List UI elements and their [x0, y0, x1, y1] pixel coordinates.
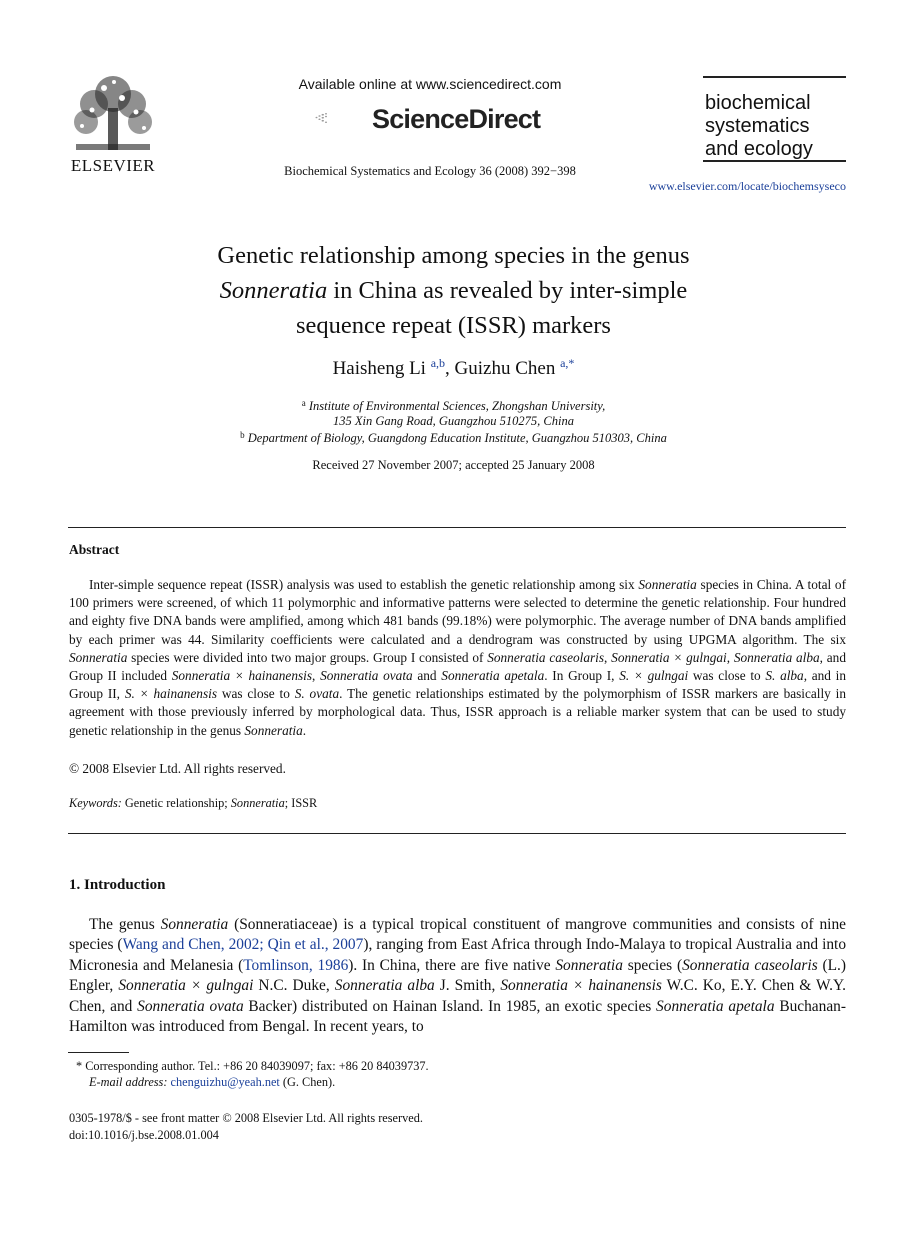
email-note: [89, 1075, 335, 1090]
title-line: [120, 273, 787, 308]
author-affiliation-link[interactable]: a,b: [430, 356, 446, 370]
journal-citation: Biochemical Systematics and Ecology 36 (2008) 392−398: [284, 164, 576, 178]
abstract-heading: Abstract: [69, 542, 120, 557]
title-line: sequence repeat (ISSR) markers: [296, 312, 611, 339]
journal-name-line: and ecology: [705, 138, 813, 160]
author-separator: ,: [445, 358, 455, 379]
affiliation-text: Department of Biology, Guangdong Education Institute, Guangzhou 510303, China: [247, 431, 667, 445]
citation-link[interactable]: Tomlinson, 1986: [243, 956, 349, 974]
keywords: [69, 796, 317, 811]
email-link[interactable]: chenguizhu@yeah.net: [170, 1075, 280, 1089]
keyword: ; ISSR: [284, 796, 318, 810]
journal-name-line: systematics: [705, 115, 810, 137]
divider: [68, 527, 846, 528]
author-name: Guizhu Chen: [454, 358, 556, 379]
doi-line[interactable]: doi:10.1016/j.bse.2008.01.004: [69, 1128, 219, 1142]
publisher-name: ELSEVIER: [70, 156, 156, 175]
affiliation-a: [120, 398, 787, 414]
email-label: E-mail address:: [89, 1075, 168, 1089]
affiliation-marker: a: [301, 398, 306, 408]
affiliation-b: [120, 430, 787, 446]
affiliation-text: Institute of Environmental Sciences, Zhongshan University,: [308, 399, 606, 413]
keyword: Genetic relationship;: [121, 796, 231, 810]
corresponding-author-note: * Corresponding author. Tel.: +86 20 84039097; fax: +86 20 84039737.: [76, 1059, 429, 1073]
affiliation-marker: b: [240, 430, 245, 440]
intro-paragraph: The genus Sonneratia (Sonneratiaceae) is a typical tropical constituent of mangrove communities and consists of nine species (Wang and Chen, 2002; Qin et al., 2007), ranging from East Africa through Indo-Malaya to tropical Australia and into Micronesia and Melanesia (Tomlinson, 1986). In China, there are five native Sonneratia species (Sonneratia caseolaris (L.) Engler, Sonneratia × gulngai N.C. Duke, Sonneratia alba J. Smith, Sonneratia × hainanensis W.C. Ko, E.Y. Chen & W.Y. Chen, and Sonneratia ovata Backer) distributed on Hainan Island. In 1985, an exotic species Sonneratia apetala Buchanan-Hamilton was introduced from Bengal. In recent years, to: [69, 916, 847, 1036]
genus-name: Sonneratia: [219, 277, 328, 304]
sciencedirect-brand: ScienceDirect: [372, 104, 541, 134]
abstract-text: Inter-simple sequence repeat (ISSR) analysis was used to establish the genetic relationship among six Sonneratia species in China. A total of 100 primers were screened, of which 11 polymorphic and informative patterns were selected to determine the genetic relationship. Four hundred and eighty five DNA bands were amplified, among which 481 bands (99.18%) were polymorphic. The average number of DNA bands amplified by each primer was 44. Similarity coefficients were calculated and a dendrogram was constructed by using UPGMA algorithm. The six Sonneratia species were divided into two major groups. Group I consisted of Sonneratia caseolaris, Sonneratia × gulngai, Sonneratia alba, and Group II included Sonneratia × hainanensis, Sonneratia ovata and Sonneratia apetala. In Group I, S. × gulngai was close to S. alba, and in Group II, S. × hainanensis was close to S. ovata. The genetic relationships estimated by the polymorphism of ISSR markers are basically in agreement with those previously inferred by morphological data. Thus, ISSR approach is a reliable marker system that can be used to study genetic relationship in the genus Sonneratia.: [69, 577, 847, 738]
title-text: in China as revealed by inter-simple: [327, 277, 688, 304]
email-suffix: (G. Chen).: [279, 1075, 336, 1089]
author-list: [120, 356, 787, 380]
copyright-notice: © 2008 Elsevier Ltd. All rights reserved.: [69, 761, 286, 776]
section-heading: 1. Introduction: [69, 877, 166, 893]
title-line: Genetic relationship among species in the genus: [217, 242, 690, 269]
journal-url-link[interactable]: www.elsevier.com/locate/biochemsyseco: [648, 179, 846, 193]
keywords-label: Keywords:: [69, 796, 122, 810]
keyword: Sonneratia: [230, 796, 285, 810]
available-online[interactable]: Available online at www.sciencedirect.com: [298, 76, 562, 92]
article-title: [120, 238, 787, 343]
sciencedirect-dots-icon: [314, 96, 374, 140]
divider: [68, 833, 846, 834]
received-dates: Received 27 November 2007; accepted 25 January 2008: [312, 458, 595, 472]
journal-name-box: [703, 76, 846, 162]
journal-name-line: biochemical: [705, 92, 811, 114]
footnote-divider: [68, 1052, 129, 1053]
author-affiliation-link[interactable]: a,*: [560, 356, 575, 370]
affiliation-a-address: 135 Xin Gang Road, Guangzhou 510275, China: [333, 414, 574, 428]
citation-link[interactable]: Wang and Chen, 2002; Qin et al., 2007: [122, 936, 364, 954]
elsevier-tree-icon: [66, 74, 160, 158]
author-name: Haisheng Li: [332, 358, 426, 379]
issn-line: 0305-1978/$ - see front matter © 2008 Elsevier Ltd. All rights reserved.: [69, 1111, 423, 1125]
